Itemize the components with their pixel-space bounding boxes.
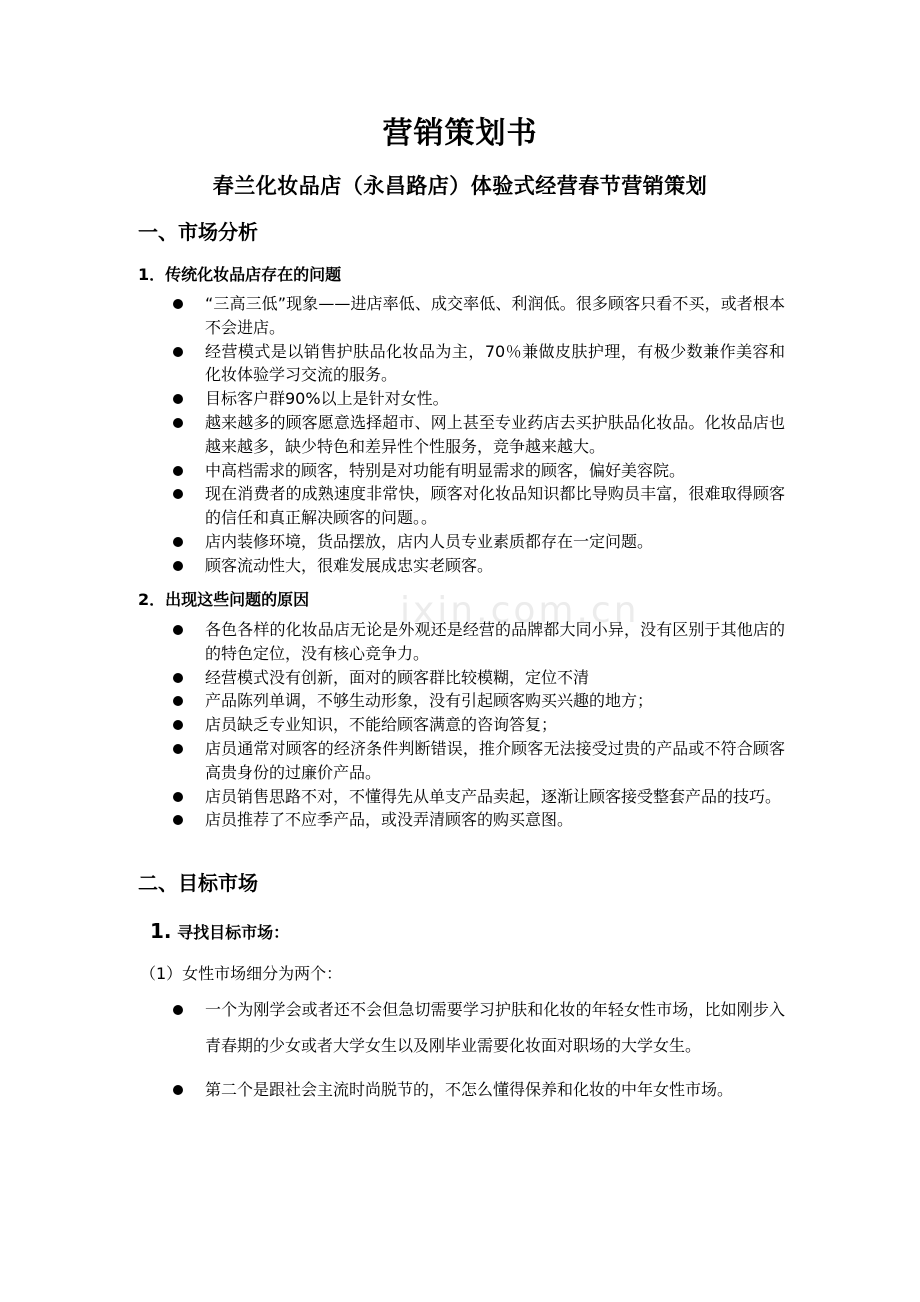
bullet-icon — [173, 815, 183, 825]
bullet-icon — [173, 394, 183, 404]
list-item: 店员销售思路不对，不懂得先从单支产品卖起，逐渐让顾客接受整套产品的技巧。 — [0, 785, 785, 809]
list-item: 经营模式是以销售护肤品化妆品为主，70％兼做皮肤护理，有极少数兼作美容和化妆体验学习交流的服务。 — [0, 340, 785, 388]
bullet-icon — [173, 720, 183, 730]
section-heading-target-market: 二、目标市场 — [138, 871, 258, 895]
document-subtitle: 春兰化妆品店（永昌路店）体验式经营春节营销策划 — [212, 174, 708, 198]
bullet-icon — [173, 466, 183, 476]
bullet-icon — [173, 792, 183, 802]
bullet-icon — [173, 537, 183, 547]
subheading-traditional-store-problems: 1．传统化妆品店存在的问题 — [138, 265, 342, 284]
list-item: 目标客户群90%以上是针对女性。 — [0, 387, 785, 411]
subheading-problem-causes: 2．出现这些问题的原因 — [138, 590, 310, 609]
female-market-list — [0, 992, 920, 1116]
bullet-icon — [173, 625, 183, 635]
list-item: “三高三低”现象——进店率低、成交率低、利润低。很多顾客只看不买，或者根本不会进店。 — [0, 292, 785, 340]
causes-list — [0, 618, 920, 832]
bullet-icon — [173, 418, 183, 428]
bullet-icon — [173, 1005, 183, 1015]
list-item: 顾客流动性大，很难发展成忠实老顾客。 — [0, 554, 785, 578]
bullet-icon — [173, 299, 183, 309]
list-item: 店员通常对顾客的经济条件判断错误，推介顾客无法接受过贵的产品或不符合顾客高贵身份的过廉价产品。 — [0, 737, 785, 785]
list-item: 越来越多的顾客愿意选择超市、网上甚至专业药店去买护肤品化妆品。化妆品店也越来越多，缺少特色和差异性个性服务，竞争越来越大。 — [0, 411, 785, 459]
list-item: 店内装修环境，货品摆放，店内人员专业素质都存在一定问题。 — [0, 530, 785, 554]
bullet-icon — [173, 561, 183, 571]
subheading-number: 1. — [150, 919, 172, 943]
list-item: 一个为刚学会或者还不会但急切需要学习护肤和化妆的年轻女性市场，比如刚步入青春期的少女或者大学女生以及刚毕业需要化妆面对职场的大学女生。 — [0, 992, 785, 1064]
list-item: 经营模式没有创新，面对的顾客群比较模糊，定位不清 — [0, 666, 785, 690]
list-item: 第二个是跟社会主流时尚脱节的，不怎么懂得保养和化妆的中年女性市场。 — [0, 1072, 785, 1108]
list-item: 现在消费者的成熟速度非常快，顾客对化妆品知识都比导购员丰富，很难取得顾客的信任和真正解决顾客的问题。。 — [0, 482, 785, 530]
bullet-icon — [173, 696, 183, 706]
list-item: 中高档需求的顾客，特别是对功能有明显需求的顾客，偏好美容院。 — [0, 459, 785, 483]
section-heading-market-analysis: 一、市场分析 — [138, 220, 258, 244]
list-item: 各色各样的化妆品店无论是外观还是经营的品牌都大同小异，没有区别于其他店的的特色定位，没有核心竞争力。 — [0, 618, 785, 666]
bullet-icon — [173, 744, 183, 754]
subheading-find-target-market — [150, 918, 289, 946]
list-item: 店员推荐了不应季产品，或没弄清顾客的购买意图。 — [0, 808, 785, 832]
bullet-icon — [173, 347, 183, 357]
bullet-icon — [173, 1085, 183, 1095]
bullet-icon — [173, 673, 183, 683]
problems-list — [0, 292, 920, 578]
document-title: 营销策划书 — [382, 116, 538, 151]
list-item: 产品陈列单调，不够生动形象，没有引起顾客购买兴趣的地方； — [0, 689, 785, 713]
female-market-paragraph: （1）女性市场细分为两个： — [140, 964, 343, 983]
bullet-icon — [173, 489, 183, 499]
subheading-text: 寻找目标市场： — [177, 923, 290, 942]
watermark: ixin.com.cn — [400, 590, 640, 631]
list-item: 店员缺乏专业知识，不能给顾客满意的咨询答复； — [0, 713, 785, 737]
